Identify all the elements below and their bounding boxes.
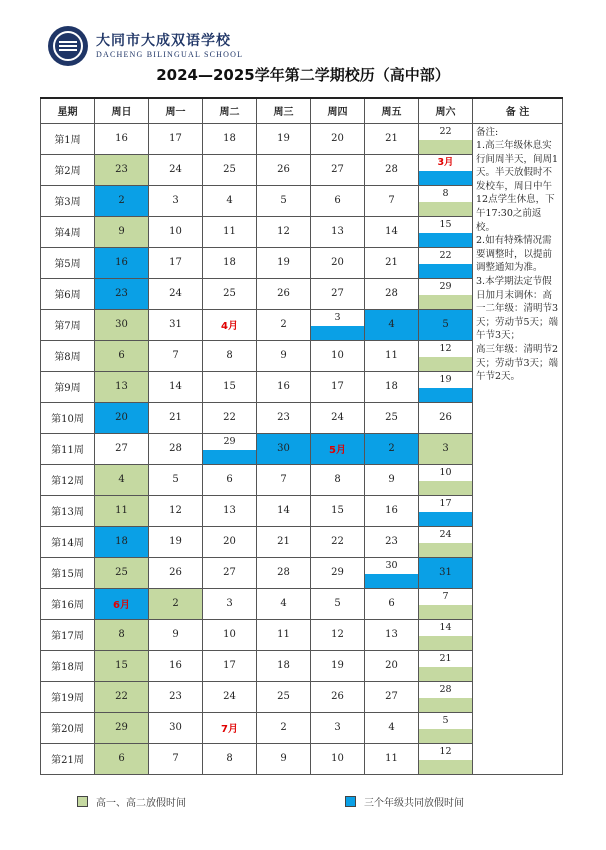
- day-cell: 25: [203, 154, 257, 185]
- week-label: 第6周: [41, 278, 95, 309]
- holiday-marker: [419, 729, 472, 743]
- legend-blue: [345, 794, 464, 809]
- day-cell-split: [419, 619, 473, 650]
- day-cell: 27: [203, 557, 257, 588]
- day-number: 22: [439, 125, 452, 137]
- header-6: 周五: [365, 98, 419, 123]
- day-cell: 14: [149, 371, 203, 402]
- day-cell: 30: [95, 309, 149, 340]
- day-cell: 14: [365, 216, 419, 247]
- day-cell: 26: [149, 557, 203, 588]
- day-cell-split: [419, 464, 473, 495]
- day-cell: 28: [365, 154, 419, 185]
- day-cell: 27: [311, 278, 365, 309]
- day-cell-split: [419, 340, 473, 371]
- day-cell: 4月: [203, 309, 257, 340]
- day-cell-split: [419, 371, 473, 402]
- day-cell: 5: [311, 588, 365, 619]
- day-cell-split: [419, 247, 473, 278]
- legend-blue-swatch: [345, 796, 356, 807]
- day-cell: 30: [257, 433, 311, 464]
- day-cell-split: [419, 154, 473, 185]
- day-number: 12: [439, 342, 452, 354]
- school-name-en: DACHENG BILINGUAL SCHOOL: [96, 50, 244, 59]
- day-cell-split: [419, 123, 473, 154]
- school-name-cn: 大同市大成双语学校: [96, 33, 231, 49]
- day-number: 3: [334, 311, 341, 323]
- note-line: 3.本学期法定节假日加月末调休：高一二年级：清明节3天；劳动节5天；端午节3天；: [476, 276, 559, 342]
- holiday-marker: [419, 140, 472, 154]
- day-cell: 16: [95, 247, 149, 278]
- day-cell: 13: [95, 371, 149, 402]
- header-2: 周一: [149, 98, 203, 123]
- day-cell: 3: [149, 185, 203, 216]
- header-0: 星期: [41, 98, 95, 123]
- day-cell: 31: [419, 557, 473, 588]
- day-cell: 31: [149, 309, 203, 340]
- day-number: 8: [442, 187, 449, 199]
- day-cell: 2: [365, 433, 419, 464]
- day-cell: 5月: [311, 433, 365, 464]
- day-number: 24: [439, 528, 452, 540]
- header-1: 周日: [95, 98, 149, 123]
- day-cell: 24: [149, 278, 203, 309]
- week-label: 第16周: [41, 588, 95, 619]
- day-cell: 19: [257, 247, 311, 278]
- week-label: 第9周: [41, 371, 95, 402]
- holiday-marker: [419, 202, 472, 216]
- day-cell: 15: [95, 650, 149, 681]
- week-label: 第7周: [41, 309, 95, 340]
- day-cell: 15: [311, 495, 365, 526]
- day-cell-split: [419, 743, 473, 774]
- day-cell: 28: [149, 433, 203, 464]
- day-cell: 21: [365, 123, 419, 154]
- day-cell-split: [419, 712, 473, 743]
- day-cell: 16: [257, 371, 311, 402]
- day-cell: 3: [311, 712, 365, 743]
- day-number: 3月: [437, 156, 454, 168]
- day-cell: 4: [203, 185, 257, 216]
- note-line: 1.高三年级休息实行间周半天，间周1天。半天放假时不发校车，周日中午12点学生休息，下午17:30之前返校。: [476, 140, 559, 233]
- day-cell: 14: [257, 495, 311, 526]
- holiday-marker: [419, 264, 472, 278]
- day-cell: 17: [311, 371, 365, 402]
- day-cell: 2: [257, 309, 311, 340]
- week-label: 第3周: [41, 185, 95, 216]
- week-label: 第4周: [41, 216, 95, 247]
- day-number: 12: [439, 745, 452, 757]
- day-cell: 21: [365, 247, 419, 278]
- day-cell: 11: [203, 216, 257, 247]
- week-label: 第20周: [41, 712, 95, 743]
- day-cell: 16: [95, 123, 149, 154]
- day-cell: 10: [203, 619, 257, 650]
- day-cell: 8: [95, 619, 149, 650]
- school-logo-icon: [48, 26, 88, 66]
- day-cell-split: [419, 526, 473, 557]
- day-cell: 10: [149, 216, 203, 247]
- holiday-marker: [419, 388, 472, 402]
- day-cell: 7: [365, 185, 419, 216]
- day-cell: 18: [203, 123, 257, 154]
- day-cell: 5: [257, 185, 311, 216]
- day-cell: 9: [257, 743, 311, 774]
- week-label: 第10周: [41, 402, 95, 433]
- week-label: 第1周: [41, 123, 95, 154]
- day-cell: 9: [149, 619, 203, 650]
- day-cell: 27: [311, 154, 365, 185]
- day-number: 22: [439, 249, 452, 261]
- day-cell: 3: [419, 433, 473, 464]
- day-cell: 17: [149, 247, 203, 278]
- school-header: [48, 26, 243, 66]
- day-cell: 18: [95, 526, 149, 557]
- day-cell-split: [419, 185, 473, 216]
- day-cell: 7: [257, 464, 311, 495]
- day-number: 30: [385, 559, 398, 571]
- day-cell: 22: [203, 402, 257, 433]
- day-cell: 3: [203, 588, 257, 619]
- day-cell: 2: [95, 185, 149, 216]
- day-cell: 29: [311, 557, 365, 588]
- holiday-marker: [419, 357, 472, 371]
- holiday-marker: [419, 698, 472, 712]
- day-cell: 4: [95, 464, 149, 495]
- page-title: 2024—2025学年第二学期校历（高中部）: [156, 66, 450, 84]
- day-cell-split: [419, 495, 473, 526]
- day-cell: 28: [257, 557, 311, 588]
- day-cell: 18: [203, 247, 257, 278]
- day-cell: 4: [365, 309, 419, 340]
- day-cell: 10: [311, 743, 365, 774]
- day-number: 21: [439, 652, 452, 664]
- day-cell: 22: [95, 681, 149, 712]
- holiday-marker: [419, 760, 472, 774]
- day-cell: 26: [257, 154, 311, 185]
- day-cell: 4: [365, 712, 419, 743]
- holiday-marker: [419, 543, 472, 557]
- day-cell: 23: [95, 278, 149, 309]
- day-cell: 7: [149, 743, 203, 774]
- day-cell: 19: [149, 526, 203, 557]
- day-cell: 10: [311, 340, 365, 371]
- day-cell: 21: [149, 402, 203, 433]
- day-number: 29: [439, 280, 452, 292]
- day-cell: 20: [311, 123, 365, 154]
- day-cell: 23: [365, 526, 419, 557]
- day-cell: 24: [203, 681, 257, 712]
- day-number: 7: [442, 590, 449, 602]
- day-cell: 19: [311, 650, 365, 681]
- week-label: 第5周: [41, 247, 95, 278]
- day-cell: 15: [203, 371, 257, 402]
- holiday-marker: [419, 481, 472, 495]
- day-cell: 17: [203, 650, 257, 681]
- day-cell: 27: [95, 433, 149, 464]
- header-8: 备 注: [473, 98, 563, 123]
- day-number: 15: [439, 218, 452, 230]
- day-cell: 12: [257, 216, 311, 247]
- holiday-marker: [419, 636, 472, 650]
- day-cell-split: [419, 681, 473, 712]
- day-cell: 6: [365, 588, 419, 619]
- note-line: 2.如有特殊情况需要调整时，以提前调整通知为准。: [476, 235, 553, 274]
- week-label: 第14周: [41, 526, 95, 557]
- day-cell: 22: [311, 526, 365, 557]
- header-7: 周六: [419, 98, 473, 123]
- day-cell: 25: [365, 402, 419, 433]
- day-cell: 6月: [95, 588, 149, 619]
- week-label: 第18周: [41, 650, 95, 681]
- day-cell: 29: [95, 712, 149, 743]
- day-number: 14: [439, 621, 452, 633]
- day-cell: 6: [311, 185, 365, 216]
- week-label: 第15周: [41, 557, 95, 588]
- legend-blue-label: 三个年级共同放假时间: [364, 798, 464, 809]
- day-number: 5: [442, 714, 449, 726]
- day-cell: 6: [95, 340, 149, 371]
- legend-green: [77, 794, 186, 809]
- day-cell: 20: [311, 247, 365, 278]
- day-cell: 12: [149, 495, 203, 526]
- holiday-marker: [203, 450, 256, 464]
- day-cell-split: [419, 216, 473, 247]
- day-cell: 6: [203, 464, 257, 495]
- day-cell: 23: [149, 681, 203, 712]
- day-cell: 7月: [203, 712, 257, 743]
- week-label: 第19周: [41, 681, 95, 712]
- holiday-marker: [311, 326, 364, 340]
- day-cell-split: [311, 309, 365, 340]
- day-cell: 12: [311, 619, 365, 650]
- day-cell: 26: [419, 402, 473, 433]
- day-cell: 23: [95, 154, 149, 185]
- day-cell: 8: [203, 743, 257, 774]
- day-cell: 28: [365, 278, 419, 309]
- week-label: 第8周: [41, 340, 95, 371]
- day-cell: 24: [311, 402, 365, 433]
- day-cell: 21: [257, 526, 311, 557]
- day-number: 10: [439, 466, 452, 478]
- day-cell: 13: [365, 619, 419, 650]
- day-cell-split: [203, 433, 257, 464]
- day-cell: 25: [203, 278, 257, 309]
- calendar-table: [40, 97, 563, 775]
- holiday-marker: [419, 667, 472, 681]
- holiday-marker: [419, 171, 472, 185]
- day-cell: 25: [257, 681, 311, 712]
- header-4: 周三: [257, 98, 311, 123]
- week-label: 第21周: [41, 743, 95, 774]
- day-cell: 16: [149, 650, 203, 681]
- day-cell: 7: [149, 340, 203, 371]
- day-cell: 17: [149, 123, 203, 154]
- day-cell: 9: [365, 464, 419, 495]
- legend-green-swatch: [77, 796, 88, 807]
- notes-cell: [473, 123, 563, 774]
- day-cell: 23: [257, 402, 311, 433]
- holiday-marker: [419, 605, 472, 619]
- holiday-marker: [419, 233, 472, 247]
- day-cell: 8: [203, 340, 257, 371]
- day-cell: 20: [365, 650, 419, 681]
- day-cell: 20: [95, 402, 149, 433]
- day-cell: 8: [311, 464, 365, 495]
- day-number: 28: [439, 683, 452, 695]
- day-cell: 25: [95, 557, 149, 588]
- week-label: 第12周: [41, 464, 95, 495]
- day-cell: 19: [257, 123, 311, 154]
- day-number: 19: [439, 373, 452, 385]
- day-cell: 16: [365, 495, 419, 526]
- holiday-marker: [419, 512, 472, 526]
- day-cell: 4: [257, 588, 311, 619]
- day-number: 29: [223, 435, 236, 447]
- day-cell: 2: [149, 588, 203, 619]
- day-cell: 5: [419, 309, 473, 340]
- table-row: [41, 123, 563, 154]
- note-line: 备注:: [476, 126, 499, 138]
- holiday-marker: [419, 295, 472, 309]
- day-cell: 13: [203, 495, 257, 526]
- day-cell: 9: [95, 216, 149, 247]
- day-cell: 11: [365, 743, 419, 774]
- day-cell-split: [419, 650, 473, 681]
- day-cell: 13: [311, 216, 365, 247]
- day-cell: 26: [311, 681, 365, 712]
- week-label: 第17周: [41, 619, 95, 650]
- week-label: 第2周: [41, 154, 95, 185]
- holiday-marker: [365, 574, 418, 588]
- day-cell-split: [365, 557, 419, 588]
- header-3: 周二: [203, 98, 257, 123]
- day-cell: 9: [257, 340, 311, 371]
- day-cell: 20: [203, 526, 257, 557]
- day-cell: 11: [365, 340, 419, 371]
- note-line: 高三年级：清明节2天；劳动节3天；端午节2天。: [476, 344, 559, 383]
- day-cell: 26: [257, 278, 311, 309]
- day-cell: 18: [257, 650, 311, 681]
- day-cell: 24: [149, 154, 203, 185]
- legend-green-label: 高一、高二放假时间: [96, 798, 186, 809]
- day-cell: 30: [149, 712, 203, 743]
- day-cell-split: [419, 278, 473, 309]
- day-cell: 6: [95, 743, 149, 774]
- week-label: 第11周: [41, 433, 95, 464]
- day-cell: 2: [257, 712, 311, 743]
- week-label: 第13周: [41, 495, 95, 526]
- day-cell: 11: [95, 495, 149, 526]
- day-number: 17: [439, 497, 452, 509]
- header-5: 周四: [311, 98, 365, 123]
- day-cell: 11: [257, 619, 311, 650]
- day-cell: 27: [365, 681, 419, 712]
- day-cell-split: [419, 588, 473, 619]
- day-cell: 18: [365, 371, 419, 402]
- day-cell: 5: [149, 464, 203, 495]
